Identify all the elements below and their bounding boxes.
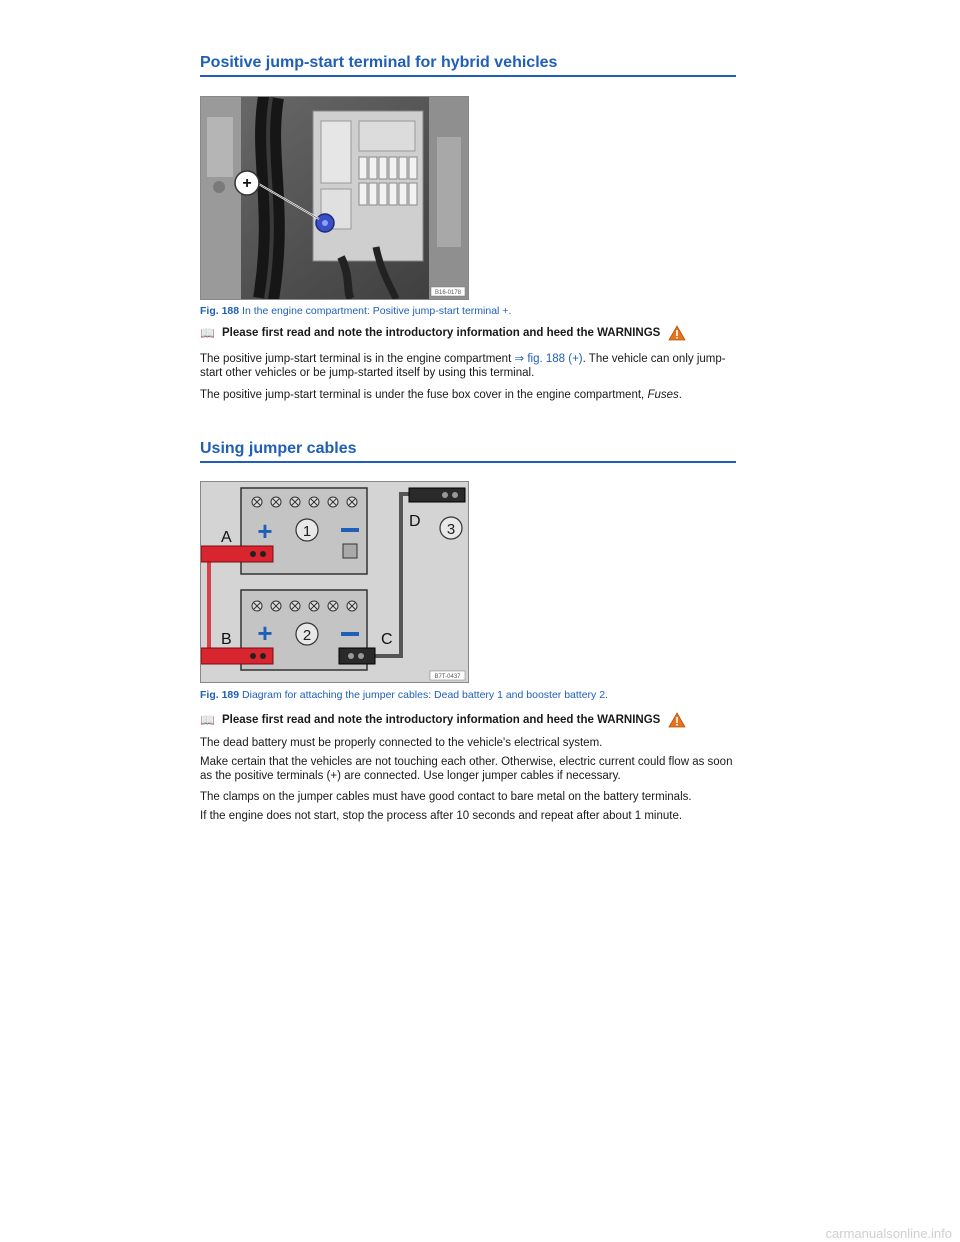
battery-2-minus <box>341 632 359 636</box>
jumper-cables-figure <box>200 481 469 683</box>
paragraph-vehicles-touching: Make certain that the vehicles are not touching each other. Otherwise, electric current could flow as soon as the positive terminals (+) are connected. Use longer jumper cables if necessary. <box>200 756 733 782</box>
battery-2-plus: + <box>257 618 273 648</box>
fig-188-link[interactable]: ⇒ fig. 188 (+) <box>514 353 583 365</box>
engine-compartment-illustration <box>201 97 468 299</box>
warnings-note-2 <box>200 712 686 728</box>
figure-188-caption: Fig. 188 In the engine compartment: Positive jump-start terminal +. <box>200 305 512 317</box>
warnings-note-text: Please first read and note the introductory information and heed the WARNINGS <box>222 714 661 726</box>
clamp-c <box>339 648 375 664</box>
figure-code-2: B7T-0437 <box>434 674 461 680</box>
label-c: C <box>381 631 393 648</box>
warning-triangle-icon <box>668 712 686 728</box>
paragraph-fuse-box: The positive jump-start terminal is under the fuse box cover in the engine compartment, Fuses. <box>200 389 682 401</box>
figure-189-caption: Fig. 189 Diagram for attaching the jumper cables: Dead battery 1 and booster battery 2. <box>200 689 608 701</box>
figure-code: B16-0178 <box>434 290 462 296</box>
fuses-reference: Fuses <box>647 389 679 401</box>
paragraph-dead-battery: The dead battery must be properly connected to the vehicle's electrical system. <box>200 737 603 749</box>
book-icon: 📖 <box>200 713 215 727</box>
section-title-jump-start-terminal: Positive jump-start terminal for hybrid vehicles <box>200 54 736 77</box>
book-icon: 📖 <box>200 326 215 340</box>
label-b: B <box>221 631 232 648</box>
engine-compartment-figure <box>200 96 469 300</box>
label-a: A <box>221 529 232 546</box>
paragraph-engine-start: If the engine does not start, stop the process after 10 seconds and repeat after about 1 minute. <box>200 810 683 822</box>
warnings-note-text: Please first read and note the introductory information and heed the WARNINGS <box>222 327 661 339</box>
battery-1-minus <box>341 528 359 532</box>
warning-triangle-icon <box>668 325 686 341</box>
battery-1-number: 1 <box>302 523 312 540</box>
booster-number: 3 <box>446 521 456 538</box>
paragraph-clamps: The clamps on the jumper cables must have good contact to bare metal on the battery terminals. <box>200 791 692 803</box>
section-title-jumper-cables: Using jumper cables <box>200 440 736 463</box>
paragraph-terminal-location: The positive jump-start terminal is in the engine compartment ⇒ fig. 188 (+). The vehicle can only jump-start other vehicles or be jump-started itself by using this terminal. <box>200 353 726 379</box>
battery-1-plus: + <box>257 516 273 546</box>
warnings-note-1 <box>200 325 686 341</box>
jumper-cables-diagram <box>201 482 468 682</box>
label-d: D <box>409 513 421 530</box>
battery-2-number: 2 <box>302 627 312 644</box>
plus-callout-label: + <box>242 175 252 192</box>
footer-watermark: carmanualsonline.info <box>825 1226 952 1241</box>
